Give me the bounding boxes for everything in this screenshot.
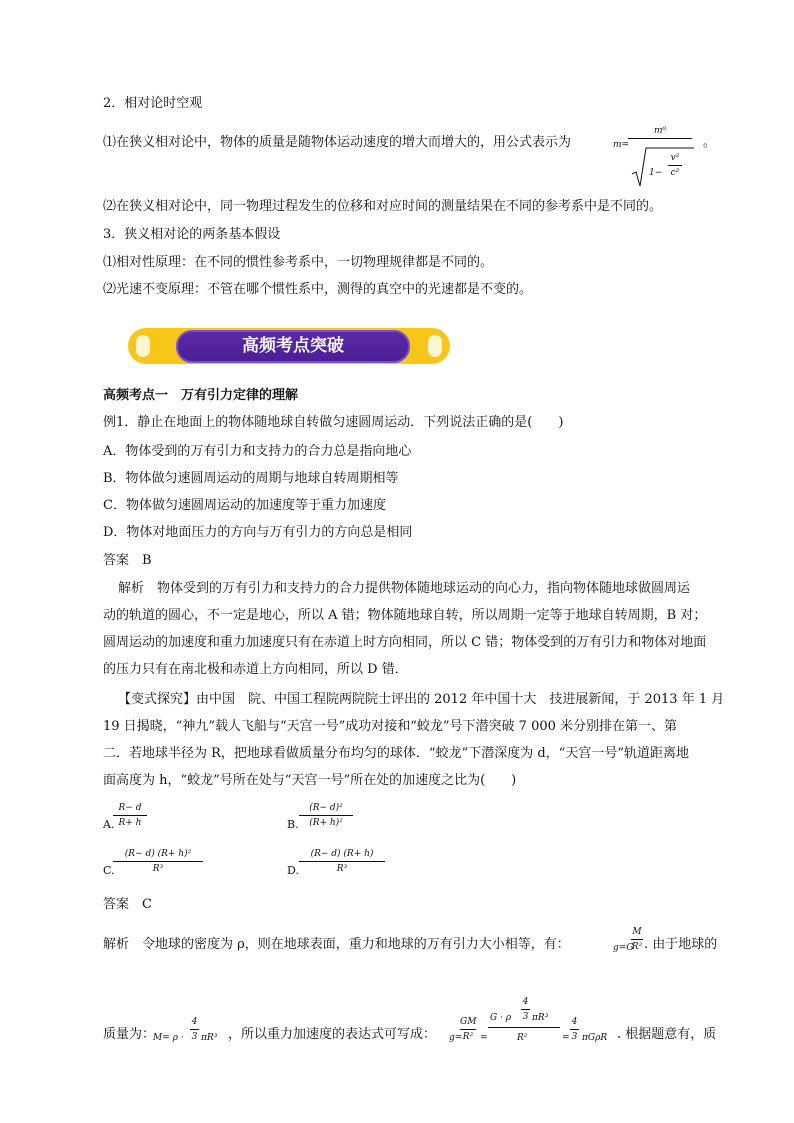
mass-formula-text: ⑴在狭义相对论中，物体的质量是随物体运动速度的增大而增大的，用公式表示为 — [103, 135, 572, 150]
key-point-title: 高频考点一 万有引力定律的理解 — [103, 388, 299, 403]
big-fraction-bar — [488, 1027, 560, 1028]
result-pi-g-rho-r: πGρR — [582, 1033, 608, 1043]
section-banner — [128, 328, 450, 364]
variant-line-2: 19 日揭晓，“神九”载人飞船与“天宫一号”成功对接和“蛟龙”号下潜突破 7 000 米分别排在第一、第 — [103, 719, 678, 734]
formula-m-equals: m= — [613, 140, 630, 150]
g-formula-equals-1: = — [480, 1033, 488, 1043]
example-1-analysis-line-1: 解析 物体受到的万有引力和支持力的合力提供物体随地球运动的向心力，指向物体随地球做圆周运 — [118, 581, 691, 596]
option-c-fraction: (R− d) (R+ h)² R³ — [113, 848, 203, 875]
example-1-option-a: A．物体受到的万有引力和支持力的合力总是指向地心 — [103, 444, 412, 459]
example-1-analysis-line-4: 的压力只有在南北极和赤道上方向相同，所以 D 错． — [103, 662, 408, 677]
banner-left-cap — [136, 335, 150, 357]
big-fraction-denominator: R² — [517, 1033, 528, 1043]
section-3-title: 3．狭义相对论的两条基本假设 — [103, 227, 281, 242]
g-formula-equals-2: = — [562, 1033, 570, 1043]
example-1-analysis-line-3: 圆周运动的加速度和重力加速度只有在赤道上时方向相同，所以 C 错；物体受到的万有引力和物体对地面 — [103, 635, 707, 650]
analysis-2-line-1-tail: . 由于地球的 — [644, 937, 718, 952]
variant-answer: 答案 C — [103, 897, 152, 912]
light-speed-principle-text: ⑵光速不变原理：不管在哪个惯性系中，测得的真空中的光速都是不变的。 — [103, 282, 533, 297]
gravity-formula-g: g=G — [613, 943, 634, 953]
example-1-option-d: D．物体对地面压力的方向与万有引力的方向总是相同 — [103, 525, 413, 540]
analysis-2-line-2-tail: . 根据题意有，质 — [617, 1027, 717, 1042]
variant-line-4: 面高度为 h，“蛟龙”号所在处与“天宫一号”所在处的加速度之比为( ) — [103, 773, 517, 788]
big-fraction-g-rho: G · ρ — [490, 1013, 512, 1023]
option-a-label: A. — [103, 818, 115, 831]
relativity-principle-text: ⑴相对性原理：在不同的惯性参考系中，一切物理规律都是不同的。 — [103, 255, 494, 270]
fraction-v2-c2: v² c² — [668, 152, 682, 179]
formula-end-period: 。 — [703, 135, 717, 150]
mass-formula-pi-r3: πR³ — [201, 1033, 218, 1043]
banner-title: 高频考点突破 — [176, 330, 410, 363]
mass-formula-lhs: M= ρ · — [153, 1033, 184, 1043]
formula-main-bar — [628, 138, 692, 139]
big-fraction-4-3: 4 3 — [522, 997, 529, 1022]
option-b-label: B. — [287, 818, 299, 831]
option-d-label: D. — [287, 864, 299, 877]
analysis-2-line-2-start: 质量为： — [103, 1027, 156, 1042]
analysis-2-line-2-mid: ，所以重力加速度的表达式可写成： — [228, 1027, 437, 1042]
gravity-fraction-m-r2: M R² — [631, 927, 643, 952]
variant-line-1: 【变式探究】由中国 院、中国工程院两院院士评出的 2012 年中国十大 技进展新闻，于 2013 年 1 月 — [118, 692, 725, 707]
analysis-2-line-1: 解析 令地球的密度为 ρ，则在地球表面，重力和地球的万有引力大小相等，有： — [103, 937, 570, 952]
variant-line-3: 二．若地球半径为 R，把地球看做质量分布均匀的球体．“蛟龙”下潜深度为 d，“天宫一号”轨道距离地 — [103, 746, 689, 761]
sqrt-one-minus: 1− — [649, 168, 663, 178]
example-1-question: 例1．静止在地面上的物体随地球自转做匀速圆周运动．下列说法正确的是( ) — [103, 415, 564, 430]
option-a-fraction: R− d R+ h — [113, 802, 147, 829]
example-1-answer: 答案 B — [103, 553, 152, 568]
option-c-label: C. — [103, 864, 115, 877]
g-formula-lhs: g= — [449, 1033, 463, 1043]
g-fraction-gm-r2: GM R² — [460, 1017, 477, 1042]
banner-right-cap — [428, 335, 442, 357]
section-2-title: 2．相对论时空观 — [103, 96, 203, 111]
example-1-option-b: B．物体做匀速圆周运动的周期与地球自转周期相等 — [103, 471, 399, 486]
relativity-displacement-text: ⑵在狭义相对论中，同一物理过程发生的位移和对应时间的测量结果在不同的参考系中是不同的。 — [103, 199, 663, 214]
option-d-fraction: (R− d) (R+ h) R³ — [299, 848, 385, 875]
example-1-analysis-line-2: 动的轨道的圆心，不一定是地心，所以 A 错；物体随地球自转，所以周期一定等于地球自转周期，B 对； — [103, 608, 707, 623]
option-b-fraction: (R− d)² (R+ h)² — [299, 802, 353, 829]
mass-fraction-4-3: 4 3 — [191, 1017, 198, 1042]
example-1-option-c: C．物体做匀速圆周运动的加速度等于重力加速度 — [103, 498, 386, 513]
result-fraction-4-3: 4 3 — [571, 1017, 578, 1042]
formula-rest-mass: m⁰ — [654, 126, 667, 136]
big-fraction-pi-r3: πR³ — [532, 1013, 549, 1023]
